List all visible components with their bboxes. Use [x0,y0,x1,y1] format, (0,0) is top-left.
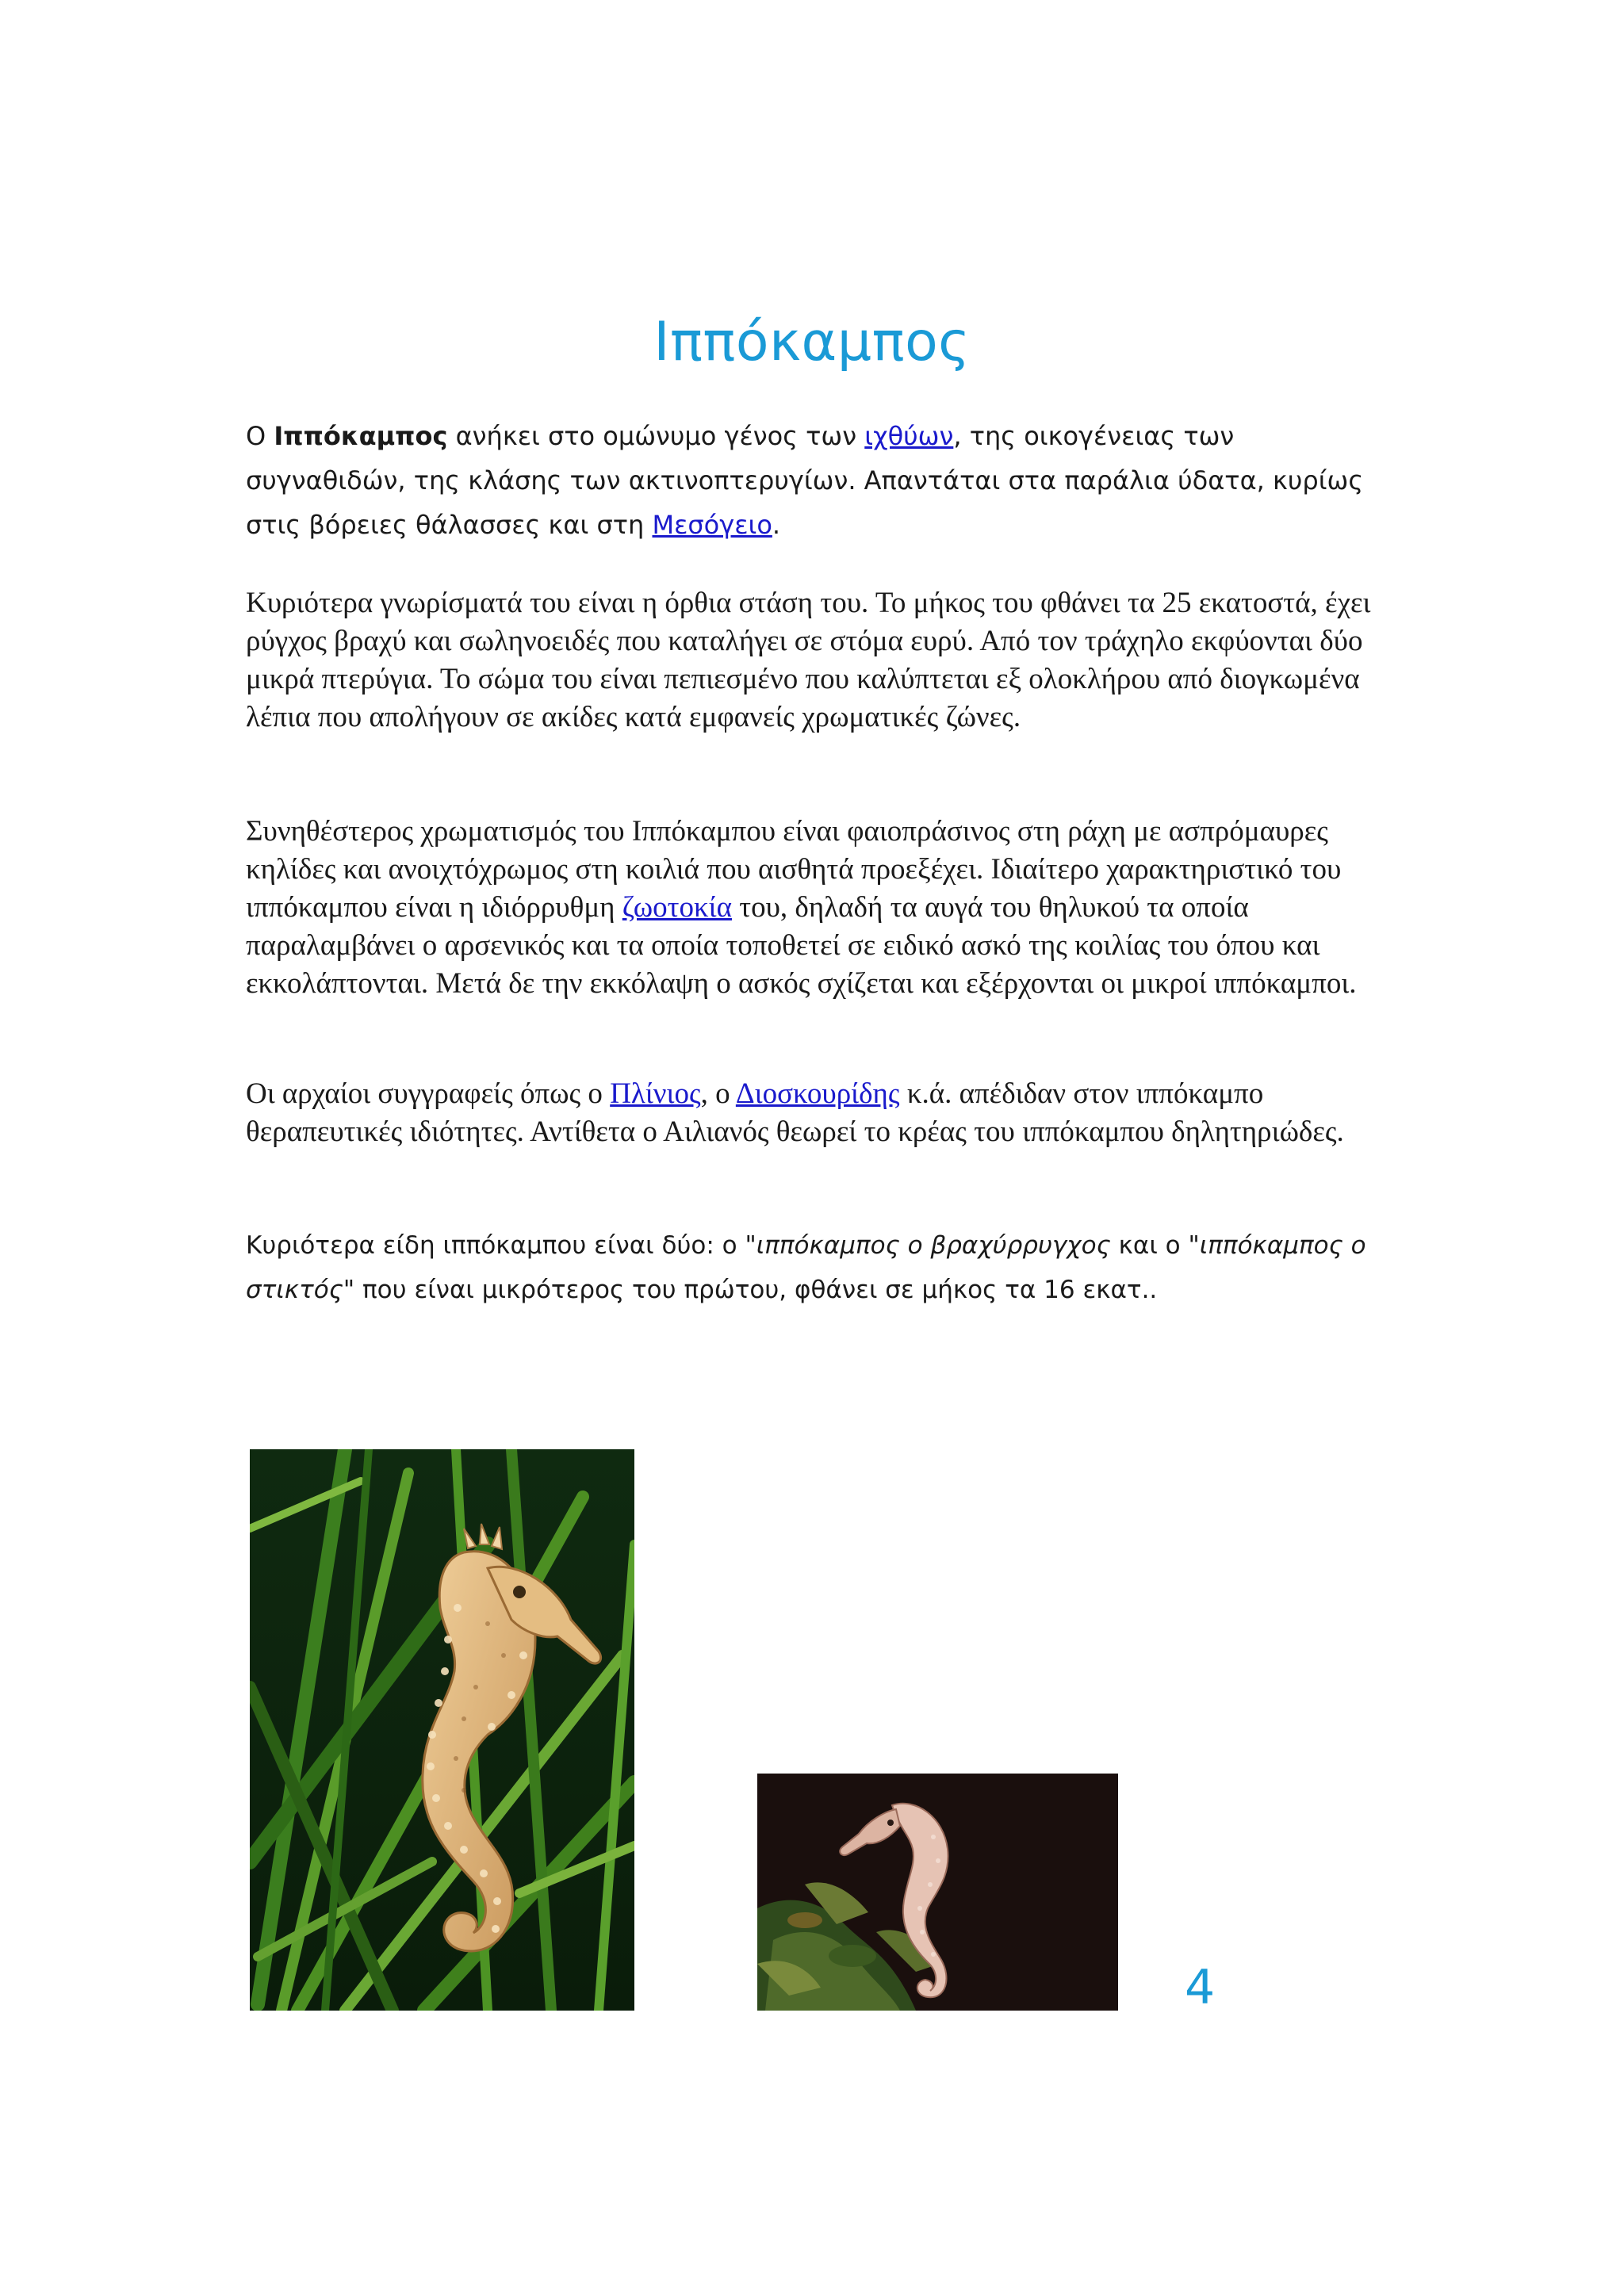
seahorse-dark-image [757,1774,1118,2011]
intro-text-1: ανήκει στο ομώνυμο γένος των [447,421,865,451]
coloring-text-2: του, δηλαδή τα αυγά του θηλυκού τα οποία παραλαμβάνει ο αρσενικός και τα οποία τοποθετεί σε ειδικό ασκό της κοιλίας του όπου και εκκολάπτονται. Μετά δε την εκκόλαψη ο ασκός σχίζεται και εξέρχονται οι μικροί ιππόκαμποι. [246,891,1357,1000]
seahorse-photo-seagrass [250,1449,634,2011]
species-text-3: " που είναι μικρότερος του πρώτου, φθάνει σε μήκος τα 16 εκατ.. [343,1276,1158,1304]
intro-paragraph [246,414,1372,547]
species-name-1: ιππόκαμπος ο βραχύρρυγχος [756,1231,1111,1260]
link-pliny[interactable]: Πλίνιος [610,1077,701,1110]
seahorse-seagrass-image [250,1449,634,2011]
species-text-1: Κυριότερα είδη ιππόκαμπου είναι δύο: ο " [246,1231,756,1260]
page-number: 4 [1185,1960,1216,2015]
bold-term: Ιππόκαμπος [274,421,448,451]
seahorse-photo-dark [757,1774,1118,2011]
species-paragraph [246,1223,1372,1312]
link-fish[interactable]: ιχθύων [864,421,954,451]
link-dioscorides[interactable]: Διοσκουρίδης [735,1077,900,1110]
link-mediterranean[interactable]: Μεσόγειο [652,510,772,540]
species-name-2: ιππόκαμπος ο στικτός [246,1231,1366,1304]
link-viviparity[interactable]: ζωοτοκία [622,891,732,924]
species-text-2: και ο " [1110,1231,1200,1260]
ancient-writers-paragraph [246,1075,1372,1151]
ancient-text-1: Οι αρχαίοι συγγραφείς όπως ο [246,1077,611,1110]
ancient-text-2: , ο [700,1077,736,1110]
page-title: Ιππόκαμπος [653,311,971,373]
features-paragraph: Κυριότερα γνωρίσματά του είναι η όρθια στάση του. Το μήκος του φθάνει τα 25 εκατοστά, έχει ρύγχος βραχύ και σωληνοειδές που καταλήγει σε στόμα ευρύ. Από τον τράχηλο εκφύονται δύο μικρά πτερύγια. Το σώμα του είναι πεπιεσμένο που καλύπτεται εξ ολοκλήρου από διογκωμένα λέπια που απολήγουν σε ακίδες κατά εμφανείς χρωματικές ζώνες. [246,587,1371,733]
ancient-text-3: κ.ά. απέδιδαν στον ιππόκαμπο θεραπευτικές ιδιότητες. Αντίθετα ο Αιλιανός θεωρεί το κρέας του ιππόκαμπου δηλητηριώδες. [246,1077,1344,1148]
intro-text-3: . [772,510,781,540]
intro-lead: Ο [246,421,274,451]
coloring-text-1: Συνηθέστερος χρωματισμός του Ιππόκαμπου είναι φαιοπράσινος στη ράχη με ασπρόμαυρες κηλίδες και ανοιχτόχρωμος στη κοιλιά που αισθητά προεξέχει. Ιδιαίτερο χαρακτηριστικό του ιππόκαμπου είναι η ιδιόρρυθμη [246,815,1342,924]
coloring-paragraph [246,813,1372,1003]
intro-text-2: , της οικογένειας των συγναθιδών, της κλάσης των ακτινοπτερυγίων. Απαντάται στα παράλια ύδατα, κυρίως στις βόρειες θάλασσες και στη [246,421,1364,540]
